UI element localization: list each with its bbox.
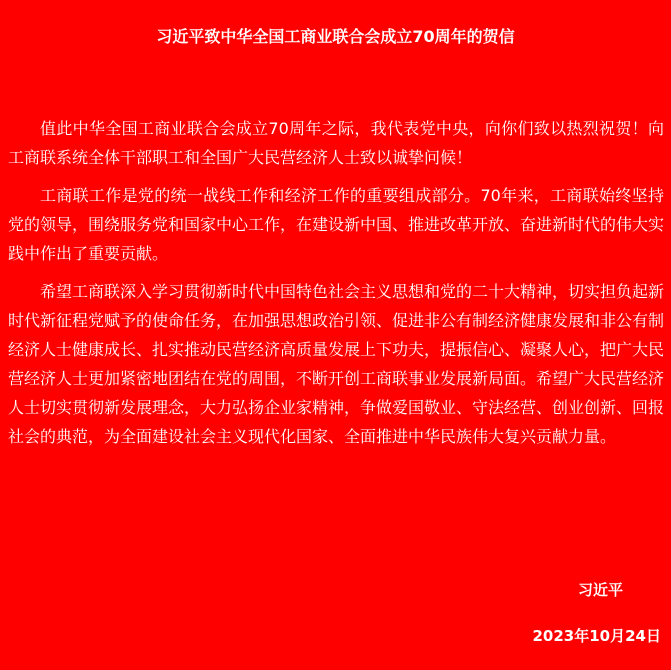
letter-date: 2023年10月24日 [532, 627, 661, 645]
letter-body [8, 114, 664, 460]
letter-paragraph: 希望工商联深入学习贯彻新时代中国特色社会主义思想和党的二十大精神，切实担负起新时代新征程党赋予的使命任务，在加强思想政治引领、促进非公有制经济健康发展和非公有制经济人士健康成长、扎实推动民营经济高质量发展上下功夫，提振信心、凝聚人心，把广大民营经济人士更加紧密地团结在党的周围，不断开创工商联事业发展新局面。希望广大民营经济人士切实贯彻新发展理念，大力弘扬企业家精神，争做爱国敬业、守法经营、创业创新、回报社会的典范，为全面建设社会主义现代化国家、全面推进中华民族伟大复兴贡献力量。 [8, 282, 665, 446]
letter-signature: 习近平 [577, 581, 623, 599]
letter-paragraph: 工商联工作是党的统一战线工作和经济工作的重要组成部分。70年来，工商联始终坚持党的领导，围绕服务党和国家中心工作，在建设新中国、推进改革开放、奋进新时代的伟大实践中作出了重要贡献。 [8, 186, 665, 263]
letter-title: 习近平致中华全国工商业联合会成立70周年的贺信 [156, 27, 515, 46]
letter-paragraph: 值此中华全国工商业联合会成立70周年之际，我代表党中央，向你们致以热烈祝贺！向工商联系统全体干部职工和全国广大民营经济人士致以诚挚问候！ [8, 119, 664, 167]
